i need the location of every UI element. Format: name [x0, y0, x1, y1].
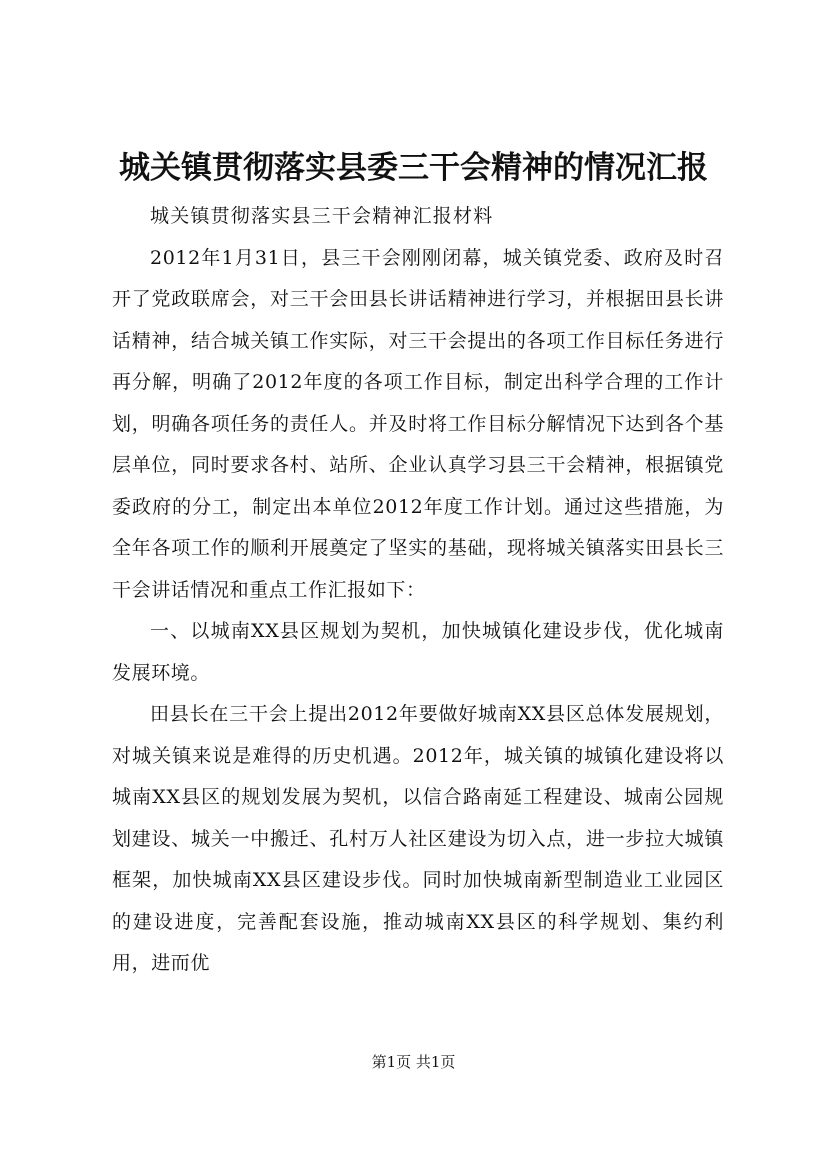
page-footer: 第1页 共1页 — [371, 1053, 456, 1071]
document-subtitle: 城关镇贯彻落实县三干会精神汇报材料 — [150, 205, 494, 227]
section-heading: 一、以城南XX县区规划为契机，加快城镇化建设步伐，优化城南发展环境。 — [112, 620, 724, 684]
document-body — [112, 196, 724, 985]
document-title: 城关镇贯彻落实县委三干会精神的情况汇报 — [119, 150, 708, 186]
paragraph: 2012年1月31日，县三干会刚刚闭幕，城关镇党委、政府及时召开了党政联席会，对三干会田县长讲话精神进行学习，并根据田县长讲话精神，结合城关镇工作实际，对三干会提出的各项工作目标任务进行再分解，明确了2012年度的各项工作目标，制定出科学合理的工作计划，明确各项任务的责任人。并及时将工作目标分解情况下达到各个基层单位，同时要求各村、站所、企业认真学习县三干会精神，根据镇党委政府的分工，制定出本单位2012年度工作计划。通过这些措施，为全年各项工作的顺利开展奠定了坚实的基础，现将城关镇落实田县长三干会讲话情况和重点工作汇报如下： — [112, 246, 724, 601]
paragraph: 田县长在三干会上提出2012年要做好城南XX县区总体发展规划，对城关镇来说是难得的历史机遇。2012年，城关镇的城镇化建设将以城南XX县区的规划发展为契机，以信合路南延工程建设、城南公园规划建设、城关一中搬迁、孔村万人社区建设为切入点，进一步拉大城镇框架，加快城南XX县区建设步伐。同时加快城南新型制造业工业园区的建设进度，完善配套设施，推动城南XX县区的科学规划、集约利用，进而优 — [112, 703, 724, 974]
